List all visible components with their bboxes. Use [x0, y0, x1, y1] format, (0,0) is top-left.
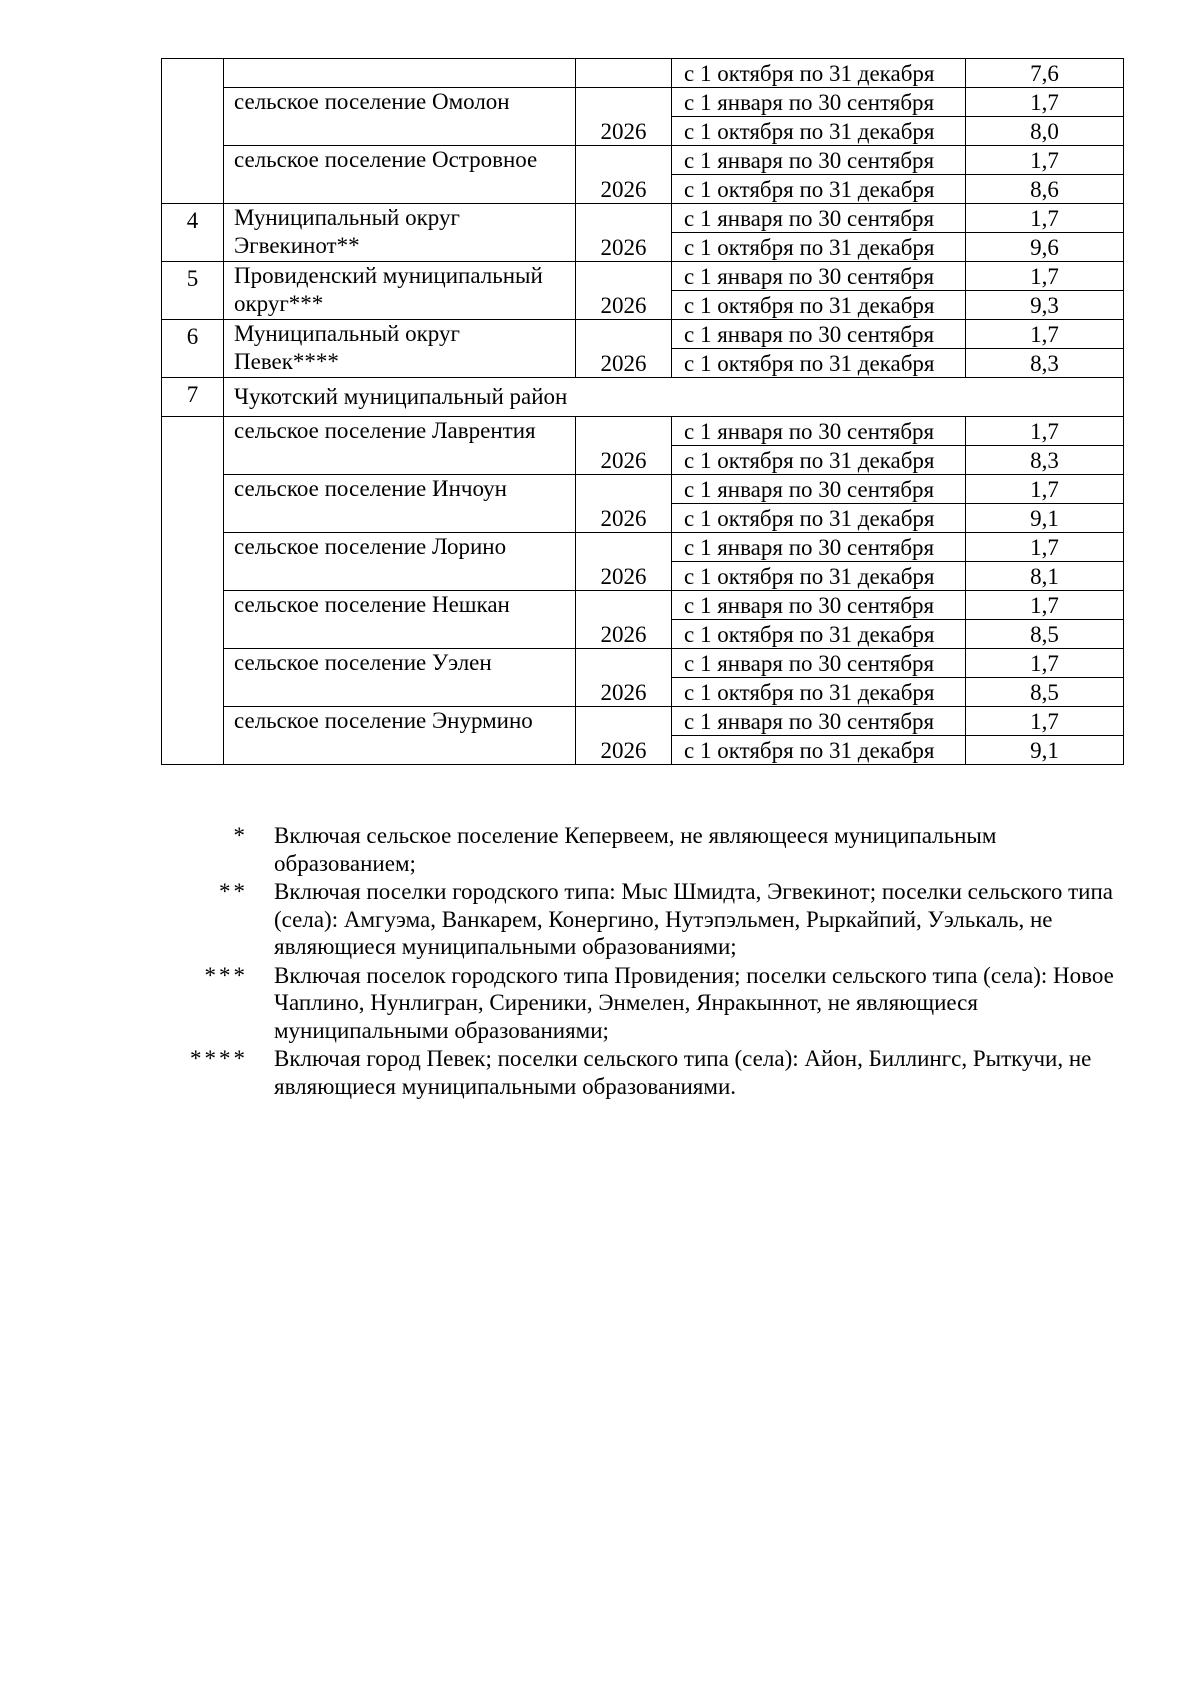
period-cell: с 1 октября по 31 декабря: [672, 175, 966, 204]
footnote-text: Включая поселок городского типа Провидения; поселки сельского типа (села): Новое Чаплино, Нунлигран, Сиреники, Энмелен, Янракыннот, не являющиеся муниципальными образованиями;: [274, 962, 1114, 1043]
footnote-mark: *: [233, 823, 248, 848]
year-cell: 2026: [576, 475, 672, 533]
year-cell: 2026: [576, 533, 672, 591]
value-cell: 1,7: [966, 320, 1124, 349]
period-cell: с 1 января по 30 сентября: [672, 146, 966, 175]
value-cell: 1,7: [966, 475, 1124, 504]
value-cell: 1,7: [966, 146, 1124, 175]
value-cell: 1,7: [966, 88, 1124, 117]
value-cell: 1,7: [966, 591, 1124, 620]
value-cell: 8,5: [966, 620, 1124, 649]
period-cell: с 1 октября по 31 декабря: [672, 59, 966, 88]
period-cell: с 1 января по 30 сентября: [672, 88, 966, 117]
table-row: [162, 59, 1124, 88]
year-cell: [576, 59, 672, 88]
settlement-name-line: Муниципальный округ: [234, 205, 460, 230]
settlement-name: [224, 146, 576, 204]
row-number: 7: [162, 378, 224, 417]
district-row: [162, 378, 1124, 417]
table-row: [162, 204, 1124, 233]
period-cell: с 1 октября по 31 декабря: [672, 117, 966, 146]
value-cell: 1,7: [966, 649, 1124, 678]
value-cell: 9,1: [966, 736, 1124, 765]
table-row: [162, 417, 1124, 446]
row-number: 5: [162, 262, 224, 320]
value-cell: 9,3: [966, 291, 1124, 320]
value-cell: 8,3: [966, 349, 1124, 378]
settlement-name-line: Муниципальный округ: [234, 321, 460, 346]
table-row: [162, 707, 1124, 736]
footnote-text: Включая город Певек; поселки сельского типа (села): Айон, Биллингс, Рыткучи, не являющиеся муниципальными образованиями.: [274, 1046, 1092, 1099]
settlement-name-line: сельское поселение Энурмино: [234, 708, 533, 733]
row-number: 4: [162, 204, 224, 262]
settlement-name: [224, 417, 576, 475]
value-cell: 1,7: [966, 533, 1124, 562]
table-row: [162, 475, 1124, 504]
footnote-mark: **: [219, 879, 248, 904]
period-cell: с 1 января по 30 сентября: [672, 320, 966, 349]
value-cell: 1,7: [966, 204, 1124, 233]
settlement-name-line: сельское поселение Омолон: [234, 89, 510, 114]
value-cell: 9,1: [966, 504, 1124, 533]
table-row: [162, 533, 1124, 562]
year-cell: 2026: [576, 320, 672, 378]
settlement-name-line: сельское поселение Лаврентия: [234, 418, 536, 443]
period-cell: с 1 октября по 31 декабря: [672, 349, 966, 378]
settlement-name: [224, 88, 576, 146]
tariff-table: [161, 58, 1124, 765]
settlement-name-line: Эгвекинот**: [234, 233, 360, 258]
period-cell: с 1 октября по 31 декабря: [672, 291, 966, 320]
period-cell: с 1 октября по 31 декабря: [672, 562, 966, 591]
period-cell: с 1 января по 30 сентября: [672, 533, 966, 562]
table-row: [162, 649, 1124, 678]
footnote: [180, 878, 1130, 961]
value-cell: 8,1: [966, 562, 1124, 591]
value-cell: 8,0: [966, 117, 1124, 146]
footnote: [180, 1045, 1130, 1100]
settlement-name: [224, 262, 576, 320]
period-cell: с 1 января по 30 сентября: [672, 649, 966, 678]
table-row: [162, 146, 1124, 175]
settlement-name: [224, 475, 576, 533]
period-cell: с 1 января по 30 сентября: [672, 475, 966, 504]
settlement-name-line: Певек****: [234, 349, 339, 374]
settlement-name-line: сельское поселение Нешкан: [234, 592, 510, 617]
year-cell: 2026: [576, 649, 672, 707]
settlement-name: [224, 533, 576, 591]
value-cell: 1,7: [966, 262, 1124, 291]
value-cell: 1,7: [966, 417, 1124, 446]
row-number: [162, 59, 224, 204]
period-cell: с 1 октября по 31 декабря: [672, 736, 966, 765]
settlement-name-line: сельское поселение Уэлен: [234, 650, 492, 675]
value-cell: 9,6: [966, 233, 1124, 262]
value-cell: 8,5: [966, 678, 1124, 707]
footnotes: [180, 822, 1130, 1101]
period-cell: с 1 января по 30 сентября: [672, 591, 966, 620]
period-cell: с 1 января по 30 сентября: [672, 417, 966, 446]
row-number: [162, 417, 224, 765]
settlement-name: [224, 320, 576, 378]
settlement-name: [224, 59, 576, 88]
district-name: Чукотский муниципальный район: [224, 378, 1124, 417]
value-cell: 8,3: [966, 446, 1124, 475]
settlement-name-line: сельское поселение Островное: [234, 147, 538, 172]
row-number: 6: [162, 320, 224, 378]
year-cell: 2026: [576, 591, 672, 649]
table-row: [162, 591, 1124, 620]
settlement-name-line: округ***: [234, 291, 324, 316]
year-cell: 2026: [576, 417, 672, 475]
period-cell: с 1 октября по 31 декабря: [672, 620, 966, 649]
value-cell: 7,6: [966, 59, 1124, 88]
period-cell: с 1 октября по 31 декабря: [672, 678, 966, 707]
table-row: [162, 262, 1124, 291]
footnote-text: Включая поселки городского типа: Мыс Шмидта, Эгвекинот; поселки сельского типа (села): Амгуэма, Ванкарем, Конергино, Нутэпэльмен, Рыркайпий, Уэлькаль, не являющиеся муниципальными образованиями;: [274, 879, 1113, 959]
settlement-name: [224, 707, 576, 765]
year-cell: 2026: [576, 146, 672, 204]
settlement-name-line: сельское поселение Инчоун: [234, 476, 507, 501]
footnote: [180, 822, 1130, 877]
year-cell: 2026: [576, 262, 672, 320]
period-cell: с 1 января по 30 сентября: [672, 707, 966, 736]
table-row: [162, 320, 1124, 349]
settlement-name: [224, 649, 576, 707]
period-cell: с 1 октября по 31 декабря: [672, 446, 966, 475]
table-row: [162, 88, 1124, 117]
footnote: [180, 962, 1130, 1045]
settlement-name-line: Провиденский муниципальный: [234, 263, 543, 288]
year-cell: 2026: [576, 204, 672, 262]
value-cell: 8,6: [966, 175, 1124, 204]
value-cell: 1,7: [966, 707, 1124, 736]
year-cell: 2026: [576, 707, 672, 765]
year-cell: 2026: [576, 88, 672, 146]
period-cell: с 1 января по 30 сентября: [672, 204, 966, 233]
settlement-name-line: сельское поселение Лорино: [234, 534, 507, 559]
period-cell: с 1 октября по 31 декабря: [672, 504, 966, 533]
footnote-mark: ***: [204, 962, 248, 988]
period-cell: с 1 января по 30 сентября: [672, 262, 966, 291]
footnote-mark: ****: [190, 1046, 248, 1071]
period-cell: с 1 октября по 31 декабря: [672, 233, 966, 262]
settlement-name: [224, 204, 576, 262]
settlement-name: [224, 591, 576, 649]
footnote-text: Включая сельское поселение Кепервеем, не являющееся муниципальным образованием;: [274, 823, 997, 876]
